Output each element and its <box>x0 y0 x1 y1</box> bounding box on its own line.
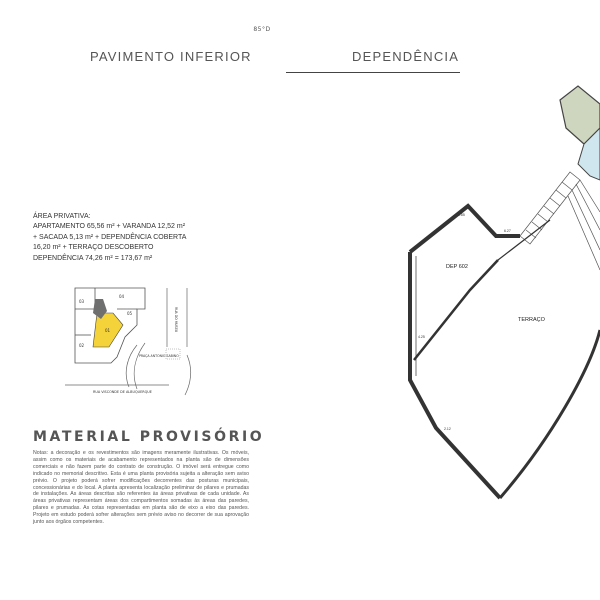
area-line: 16,20 m² + TERRAÇO DESCOBERTO <box>33 244 154 252</box>
section-title-lower-floor: PAVIMENTO INFERIOR <box>90 49 252 64</box>
keymap-unit-03: 03 <box>79 299 85 304</box>
keymap-unit-05: 05 <box>127 311 133 316</box>
keymap-unit-04: 04 <box>119 294 125 299</box>
section-title-dependency: DEPENDÊNCIA <box>352 49 460 64</box>
dimension-label: 2.12 <box>444 427 451 431</box>
dimension-label: 6.27 <box>504 229 511 233</box>
area-line: + SACADA 5,13 m² + DEPENDÊNCIA COBERTA <box>33 233 187 241</box>
keymap-plaza-curves <box>126 343 190 395</box>
keymap-side-street-label: RUA DO MUSEU <box>174 307 178 333</box>
provisional-material-notes: Notas: a decoração e os revestimentos são imagens meramente ilustrativas. Os móveis, assim como os materiais de acabamento representados na planta são de dimensões comerciais e não fazem parte do contrato de construção. O imóvel será entregue como indicado no memorial descritivo. Esta é uma planta provisória sujeita a alteração sem aviso prévio. O projeto poderá sofrer modificações decorrentes das posturas municipais, concessionárias e do local. A planta apresenta localização preliminar de pilares e prumadas de instalações. As áreas descritas são referentes às áreas privativas de cada unidade. As áreas privativas representam áreas dos compartimentos somadas às áreas das paredes, pilares e prumadas. As cotas representadas em planta são de eixo a eixo das paredes. Projeto em estudo poderá sofrer alterações sem prévio aviso no decorrer de sua aprovação junto aos órgãos competentes. <box>33 450 249 526</box>
room-label-terrace: TERRAÇO <box>518 317 545 323</box>
private-area-summary <box>33 212 213 264</box>
location-keymap <box>65 285 215 400</box>
room-label-dep-602: DEP 602 <box>446 264 468 270</box>
dimension-label: 4.25 <box>418 335 425 339</box>
floor-plan <box>400 80 600 520</box>
area-line: ÁREA PRIVATIVA: <box>33 213 91 220</box>
provisional-material-title: MATERIAL PROVISÓRIO <box>33 429 265 445</box>
stairs <box>520 172 600 270</box>
keymap-unit-01: 01 <box>105 328 111 333</box>
keymap-plaza-label: PRAÇA ANTONIO SABINO <box>139 354 179 358</box>
keymap-main-street-label: RUA VISCONDE DE ALBUQUERQUE <box>93 390 152 394</box>
plan-walls <box>410 206 600 498</box>
area-line: DEPENDÊNCIA 74,26 m² = 173,67 m² <box>33 254 153 262</box>
keymap-unit-02: 02 <box>79 343 85 348</box>
header-divider <box>286 72 460 73</box>
area-line: APARTAMENTO 65,56 m² + VARANDA 12,52 m² <box>33 223 186 231</box>
dimension-label: 1.85 <box>458 213 465 217</box>
brand-logo: 85°D <box>253 26 271 33</box>
